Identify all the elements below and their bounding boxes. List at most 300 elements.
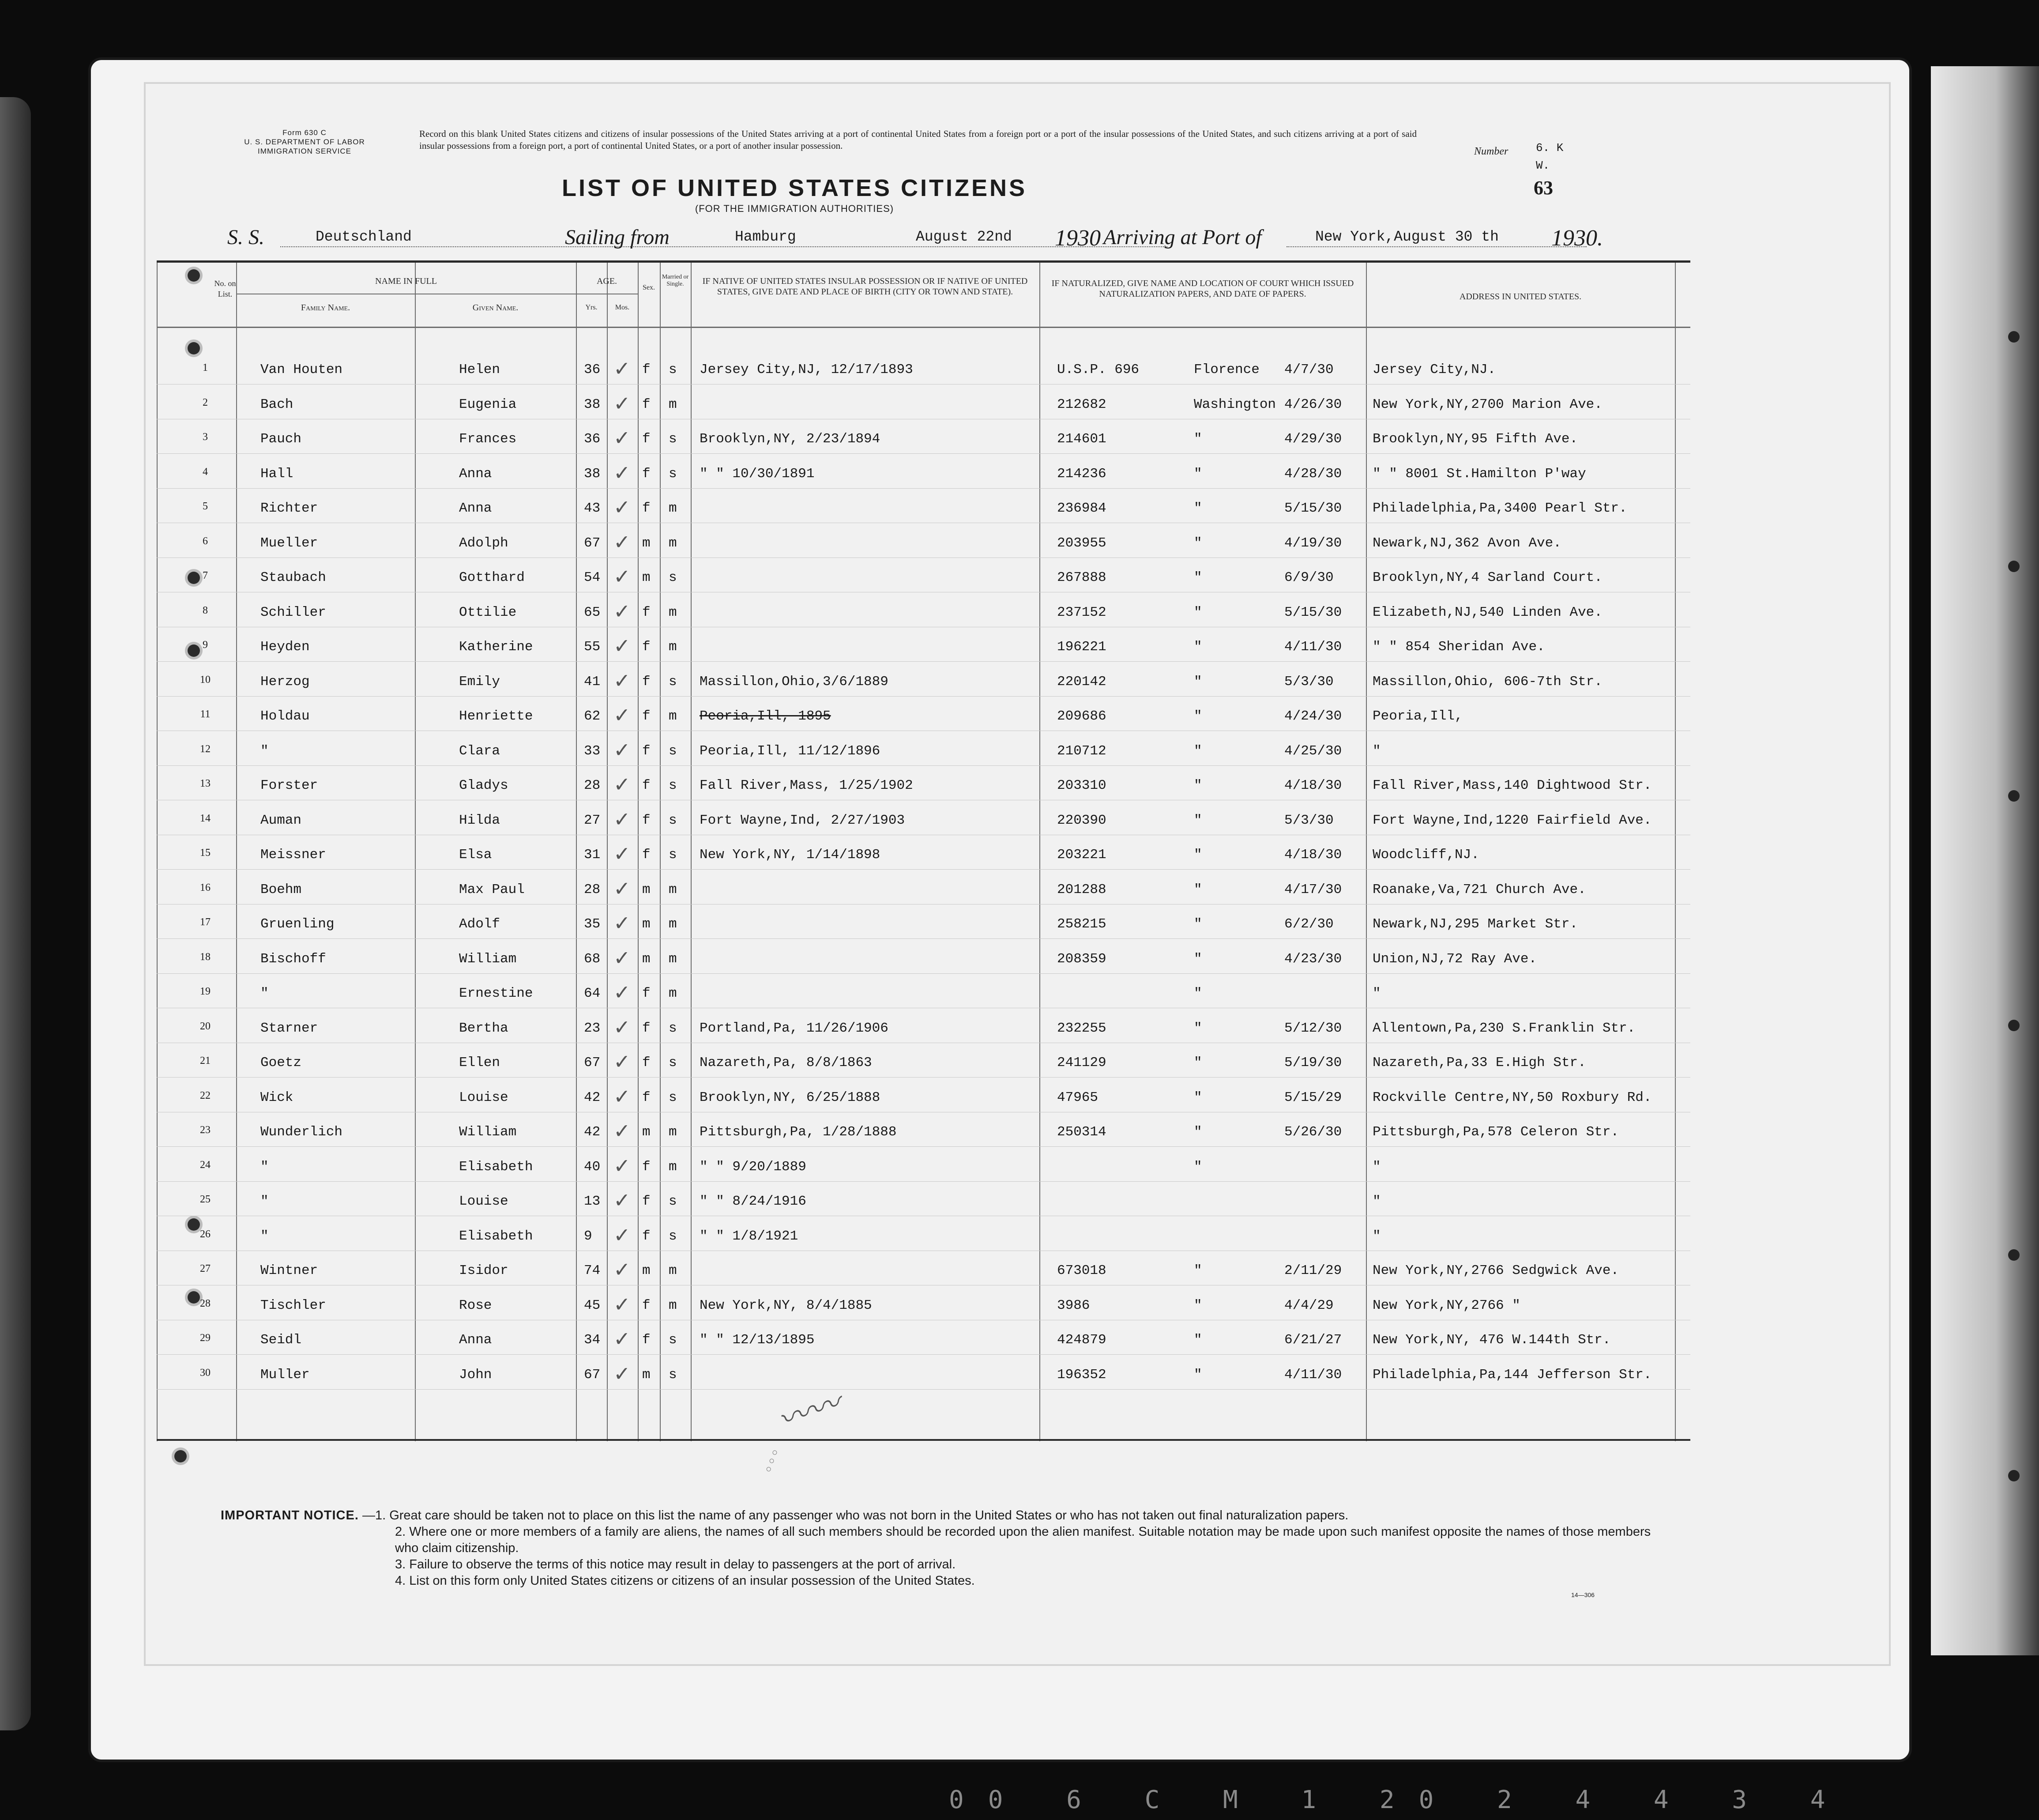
cell-address: " <box>1373 743 1381 759</box>
cell-family: Bach <box>260 396 293 412</box>
check-mark-icon: ✓ <box>613 1084 631 1108</box>
cell-court: " <box>1194 916 1202 932</box>
cell-sex: m <box>642 1367 651 1383</box>
cell-birth: New York,NY, 1/14/1898 <box>700 847 880 863</box>
cell-yrs: 67 <box>584 1055 601 1070</box>
number-label: Number <box>1474 146 1509 157</box>
cell-court: " <box>1194 466 1202 482</box>
cell-no: 15 <box>200 847 211 859</box>
port-to: New York,August 30 th <box>1315 229 1499 245</box>
cell-family: Hall <box>260 466 293 482</box>
cell-address: " <box>1373 1159 1381 1175</box>
cell-no: 13 <box>200 778 211 789</box>
cell-no: 21 <box>200 1055 211 1066</box>
check-mark-icon: ✓ <box>613 772 631 796</box>
cell-yrs: 55 <box>584 639 601 655</box>
cell-date: 5/15/30 <box>1284 501 1342 516</box>
cell-cert: 47965 <box>1057 1089 1099 1105</box>
cell-court: " <box>1194 639 1202 655</box>
cell-no: 29 <box>200 1332 211 1344</box>
cell-sex: m <box>642 882 651 897</box>
cell-no: 28 <box>200 1297 211 1309</box>
cell-date: 4/11/30 <box>1284 1367 1342 1383</box>
cell-yrs: 65 <box>584 604 601 620</box>
cell-no: 11 <box>200 708 211 720</box>
cell-family: Mueller <box>260 535 318 551</box>
sailing-year: 1930 <box>1055 226 1101 251</box>
cell-address: New York,NY,2700 Marion Ave. <box>1373 396 1603 412</box>
cell-given: Gotthard <box>459 570 525 585</box>
cell-ms: s <box>669 1194 677 1209</box>
cell-yrs: 68 <box>584 951 601 967</box>
cell-given: Louise <box>459 1089 508 1105</box>
cell-yrs: 64 <box>584 986 601 1001</box>
row-rule <box>157 1146 1690 1147</box>
cell-yrs: 9 <box>584 1228 592 1244</box>
cell-sex: f <box>642 1020 651 1036</box>
cell-ms: s <box>669 1055 677 1070</box>
cell-ms: s <box>669 570 677 585</box>
cell-given: Max Paul <box>459 882 525 897</box>
cell-ms: m <box>669 708 677 724</box>
row-rule <box>157 488 1690 489</box>
ss-label: S. S. <box>227 226 264 249</box>
cell-family: Tischler <box>260 1297 326 1313</box>
check-mark-icon: ✓ <box>613 391 631 415</box>
page-subtitle: (FOR THE IMMIGRATION AUTHORITIES) <box>695 203 894 214</box>
cell-yrs: 42 <box>584 1089 601 1105</box>
sailing-date: August 22nd <box>916 229 1012 245</box>
row-rule <box>157 1389 1690 1390</box>
cell-family: Holdau <box>260 708 310 724</box>
cell-address: Newark,NJ,362 Avon Ave. <box>1373 535 1561 551</box>
cell-date: 5/15/29 <box>1284 1089 1342 1105</box>
cell-family: Seidl <box>260 1332 302 1348</box>
cell-sex: f <box>642 1055 651 1070</box>
cell-yrs: 36 <box>584 362 601 377</box>
cell-no: 5 <box>203 501 208 512</box>
header-sex: Sex. <box>643 284 655 291</box>
cell-family: Bischoff <box>260 951 326 967</box>
cell-court: " <box>1194 1055 1202 1070</box>
notice-heading: IMPORTANT NOTICE. <box>221 1508 359 1522</box>
cell-court: " <box>1194 1297 1202 1313</box>
check-mark-icon: ✓ <box>613 1258 631 1281</box>
cell-yrs: 13 <box>584 1194 601 1209</box>
cell-date: 5/26/30 <box>1284 1124 1342 1140</box>
cell-family: Wick <box>260 1089 293 1105</box>
cell-no: 7 <box>203 570 208 581</box>
cell-family: Forster <box>260 778 318 793</box>
cell-yrs: 23 <box>584 1020 601 1036</box>
cell-yrs: 38 <box>584 396 601 412</box>
cell-no: 27 <box>200 1263 211 1274</box>
cell-yrs: 38 <box>584 466 601 482</box>
scan-edge-left <box>0 97 31 1730</box>
cell-ms: s <box>669 1228 677 1244</box>
header-birth: IF NATIVE OF UNITED STATES INSULAR POSSESSION OR IF NATIVE OF UNITED STATES, GIVE DATE AND PLACE OF BIRTH (CITY OR TOWN AND STATE). <box>702 276 1028 297</box>
check-mark-icon: ✓ <box>613 1119 631 1143</box>
cell-ms: s <box>669 1020 677 1036</box>
cell-no: 23 <box>200 1124 211 1136</box>
cell-ms: s <box>669 362 677 377</box>
check-mark-icon: ✓ <box>613 599 631 623</box>
cell-given: Adolf <box>459 916 500 932</box>
header-married: Married or Single. <box>662 274 689 287</box>
cell-date: 5/3/30 <box>1284 674 1334 690</box>
cell-family: " <box>260 1194 269 1209</box>
cell-no: 22 <box>200 1089 211 1101</box>
cell-court: " <box>1194 1367 1202 1383</box>
voyage-line <box>227 225 1640 252</box>
row-rule <box>157 973 1690 974</box>
cell-date: 4/26/30 <box>1284 396 1342 412</box>
cell-sex: f <box>642 431 651 447</box>
cell-family: Van Houten <box>260 362 343 377</box>
manifest-table <box>157 260 1690 1441</box>
cell-cert: 258215 <box>1057 916 1106 932</box>
cell-no: 26 <box>200 1228 211 1240</box>
cell-family: Wunderlich <box>260 1124 343 1140</box>
col-rule <box>415 263 416 1441</box>
col-rule <box>1675 263 1676 1441</box>
cell-given: Ottilie <box>459 604 517 620</box>
cell-yrs: 35 <box>584 916 601 932</box>
important-notice <box>221 1507 1677 1589</box>
cell-court: " <box>1194 535 1202 551</box>
cell-address: Woodcliff,NJ. <box>1373 847 1479 863</box>
cell-no: 25 <box>200 1194 211 1205</box>
cell-birth: Fall River,Mass, 1/25/1902 <box>700 778 913 793</box>
cell-address: " <box>1373 1194 1381 1209</box>
cell-birth: Peoria,Ill, 11/12/1896 <box>700 743 880 759</box>
cell-ms: m <box>669 501 677 516</box>
col-rule <box>576 263 577 1441</box>
cell-given: Elisabeth <box>459 1228 533 1244</box>
list-number <box>1474 137 1606 212</box>
cell-address: New York,NY, 476 W.144th Str. <box>1373 1332 1611 1348</box>
row-rule <box>157 696 1690 697</box>
cell-court: " <box>1194 604 1202 620</box>
cell-court: " <box>1194 570 1202 585</box>
cell-ms: s <box>669 1332 677 1348</box>
cell-date: 5/15/30 <box>1284 604 1342 620</box>
cell-given: Anna <box>459 466 492 482</box>
cell-address: Brooklyn,NY,4 Sarland Court. <box>1373 570 1603 585</box>
check-mark-icon: ✓ <box>613 1050 631 1074</box>
cell-cert: 250314 <box>1057 1124 1106 1140</box>
cell-no: 9 <box>203 639 208 651</box>
cell-yrs: 27 <box>584 812 601 828</box>
notice-item-1: —1. Great care should be taken not to place on this list the name of any passenger who was not born in the United States or who has not taken out final naturalization papers. <box>362 1508 1349 1522</box>
col-rule <box>660 263 661 1441</box>
cell-court: " <box>1194 986 1202 1001</box>
cell-birth: Nazareth,Pa, 8/8/1863 <box>700 1055 872 1070</box>
row-rule <box>157 869 1690 870</box>
cell-cert: 196352 <box>1057 1367 1106 1383</box>
cell-address: Brooklyn,NY,95 Fifth Ave. <box>1373 431 1578 447</box>
cell-ms: s <box>669 674 677 690</box>
cell-sex: m <box>642 535 651 551</box>
cell-birth: Portland,Pa, 11/26/1906 <box>700 1020 888 1036</box>
cell-ms: s <box>669 1367 677 1383</box>
cell-cert: 236984 <box>1057 501 1106 516</box>
cell-cert: 214601 <box>1057 431 1106 447</box>
film-strip-code: 00 6 C M 1 20 2 4 4 3 4 <box>949 1786 1850 1814</box>
col-rule <box>691 263 692 1441</box>
cell-given: Bertha <box>459 1020 508 1036</box>
cell-yrs: 54 <box>584 570 601 585</box>
cell-no: 2 <box>203 396 208 408</box>
check-mark-icon: ✓ <box>613 426 631 450</box>
cell-ms: m <box>669 1263 677 1278</box>
cell-cert: U.S.P. 696 <box>1057 362 1140 377</box>
cell-no: 14 <box>200 812 211 824</box>
cell-yrs: 36 <box>584 431 601 447</box>
cell-date: 5/19/30 <box>1284 1055 1342 1070</box>
cell-yrs: 62 <box>584 708 601 724</box>
cell-sex: f <box>642 743 651 759</box>
cell-birth: " " 9/20/1889 <box>700 1159 806 1175</box>
cell-date: 2/11/29 <box>1284 1263 1342 1278</box>
cell-birth: Brooklyn,NY, 2/23/1894 <box>700 431 880 447</box>
cell-address: " <box>1373 1228 1381 1244</box>
row-rule <box>157 938 1690 939</box>
cell-given: Elsa <box>459 847 492 863</box>
cell-no: 19 <box>200 986 211 997</box>
cell-court: " <box>1194 847 1202 863</box>
cell-court: " <box>1194 501 1202 516</box>
cell-ms: m <box>669 882 677 897</box>
cell-date: 4/7/30 <box>1284 362 1334 377</box>
cell-ms: s <box>669 743 677 759</box>
cell-given: Isidor <box>459 1263 508 1278</box>
cell-court: " <box>1194 1124 1202 1140</box>
cell-date: 4/18/30 <box>1284 847 1342 863</box>
cell-birth: Brooklyn,NY, 6/25/1888 <box>700 1089 880 1105</box>
cell-address: Fall River,Mass,140 Dightwood Str. <box>1373 778 1652 793</box>
cell-date: 5/3/30 <box>1284 812 1334 828</box>
cell-court: " <box>1194 1263 1202 1278</box>
cell-sex: f <box>642 604 651 620</box>
cell-no: 16 <box>200 882 211 893</box>
col-rule <box>1366 263 1367 1441</box>
cell-cert: 267888 <box>1057 570 1106 585</box>
check-mark-icon: ✓ <box>613 738 631 762</box>
form-instructions: Record on this blank United States citizens and citizens of insular possessions of the United States arriving at a port of continental United States from a foreign port or a port of the insular possessions of the United States, and such citizens arriving at a port of said insular possessions from a foreign port, a port of continental United States, or a port of another insular possession. <box>419 128 1417 151</box>
cell-yrs: 40 <box>584 1159 601 1175</box>
cell-sex: f <box>642 501 651 516</box>
cell-ms: s <box>669 847 677 863</box>
cell-yrs: 33 <box>584 743 601 759</box>
cell-cert: 203310 <box>1057 778 1106 793</box>
cell-family: Wintner <box>260 1263 318 1278</box>
ship-name: Deutschland <box>316 229 412 245</box>
col-rule <box>607 263 608 1441</box>
check-mark-icon: ✓ <box>613 807 631 831</box>
department: U. S. DEPARTMENT OF LABOR <box>244 138 365 146</box>
arrival-year: 1930. <box>1551 226 1603 251</box>
cell-cert: 214236 <box>1057 466 1106 482</box>
cell-sex: m <box>642 951 651 967</box>
check-mark-icon: ✓ <box>613 1015 631 1039</box>
cell-date: 4/24/30 <box>1284 708 1342 724</box>
fill-rule <box>1287 246 1587 247</box>
check-mark-icon: ✓ <box>613 634 631 658</box>
page-title: LIST OF UNITED STATES CITIZENS <box>562 175 1027 201</box>
cell-given: Emily <box>459 674 500 690</box>
cell-date: 6/21/27 <box>1284 1332 1342 1348</box>
cell-no: 4 <box>203 466 208 478</box>
cell-yrs: 42 <box>584 1124 601 1140</box>
check-mark-icon: ✓ <box>613 1327 631 1351</box>
cell-no: 8 <box>203 604 208 616</box>
check-mark-icon: ✓ <box>613 460 631 485</box>
cell-birth: Fort Wayne,Ind, 2/27/1903 <box>700 812 905 828</box>
cell-address: New York,NY,2766 Sedgwick Ave. <box>1373 1263 1619 1278</box>
check-mark-icon: ✓ <box>613 842 631 866</box>
cell-no: 17 <box>200 916 211 928</box>
cell-court: " <box>1194 1020 1202 1036</box>
cell-ms: s <box>669 812 677 828</box>
cell-ms: s <box>669 466 677 482</box>
cell-court: " <box>1194 1159 1202 1175</box>
cell-yrs: 74 <box>584 1263 601 1278</box>
cell-birth: " " 8/24/1916 <box>700 1194 806 1209</box>
cell-court: " <box>1194 778 1202 793</box>
cell-family: Staubach <box>260 570 326 585</box>
port-from: Hamburg <box>735 229 796 245</box>
cell-family: Richter <box>260 501 318 516</box>
adjacent-page-holes <box>2008 331 2026 1479</box>
cell-address: Union,NJ,72 Ray Ave. <box>1373 951 1537 967</box>
cell-birth: " " 12/13/1895 <box>700 1332 815 1348</box>
cell-address: New York,NY,2766 " <box>1373 1297 1520 1313</box>
cell-ms: s <box>669 431 677 447</box>
cell-family: Gruenling <box>260 916 335 932</box>
cell-date: 4/17/30 <box>1284 882 1342 897</box>
cell-given: Helen <box>459 362 500 377</box>
cell-given: Henriette <box>459 708 533 724</box>
cell-given: Ellen <box>459 1055 500 1070</box>
cell-court: " <box>1194 1089 1202 1105</box>
footer-code: 14—306 <box>1571 1591 1595 1598</box>
cell-sex: f <box>642 639 651 655</box>
row-rule <box>157 1354 1690 1355</box>
cell-court: " <box>1194 674 1202 690</box>
check-mark-icon: ✓ <box>613 668 631 693</box>
cell-no: 18 <box>200 951 211 963</box>
cell-cert: 237152 <box>1057 604 1106 620</box>
cell-no: 10 <box>200 674 211 686</box>
cell-sex: f <box>642 986 651 1001</box>
cell-cert: 424879 <box>1057 1332 1106 1348</box>
cell-address: Newark,NJ,295 Market Str. <box>1373 916 1578 932</box>
cell-court: " <box>1194 743 1202 759</box>
cell-cert: 212682 <box>1057 396 1106 412</box>
check-mark-icon: ✓ <box>613 703 631 727</box>
col-rule <box>638 263 639 1441</box>
col-rule <box>1039 263 1040 1441</box>
cell-cert: 208359 <box>1057 951 1106 967</box>
cell-birth: Massillon,Ohio,3/6/1889 <box>700 674 888 690</box>
cell-cert: 209686 <box>1057 708 1106 724</box>
cell-court: " <box>1194 431 1202 447</box>
cell-family: Meissner <box>260 847 326 863</box>
cell-given: Gladys <box>459 778 508 793</box>
cell-given: William <box>459 1124 517 1140</box>
cell-given: Rose <box>459 1297 492 1313</box>
row-rule <box>157 765 1690 766</box>
sailing-label: Sailing from <box>565 226 670 249</box>
cell-given: Louise <box>459 1194 508 1209</box>
check-mark-icon: ✓ <box>613 911 631 935</box>
cell-ms: s <box>669 778 677 793</box>
col-rule <box>157 263 158 1441</box>
check-mark-icon: ✓ <box>613 1292 631 1316</box>
cell-given: John <box>459 1367 492 1383</box>
header-no: No. on List. <box>214 279 236 298</box>
form-number: Form 630 C <box>282 128 327 137</box>
cell-address: Philadelphia,Pa,144 Jefferson Str. <box>1373 1367 1652 1383</box>
cell-yrs: 67 <box>584 535 601 551</box>
number-line-3: 63 <box>1534 177 1553 199</box>
cell-no: 20 <box>200 1020 211 1032</box>
header-naturalized: IF NATURALIZED, GIVE NAME AND LOCATION OF COURT WHICH ISSUED NATURALIZATION PAPERS, AND DATE OF PAPERS. <box>1051 279 1354 299</box>
service: IMMIGRATION SERVICE <box>257 147 351 155</box>
cell-sex: f <box>642 1228 651 1244</box>
row-rule <box>157 453 1690 454</box>
cell-ms: m <box>669 1124 677 1140</box>
cell-ms: m <box>669 1297 677 1313</box>
cell-sex: f <box>642 778 651 793</box>
cell-sex: f <box>642 362 651 377</box>
cell-address: Fort Wayne,Ind,1220 Fairfield Ave. <box>1373 812 1652 828</box>
header-mos: Mos. <box>615 304 630 311</box>
cell-sex: m <box>642 570 651 585</box>
cell-cert: 201288 <box>1057 882 1106 897</box>
check-mark-icon: ✓ <box>613 1223 631 1247</box>
cell-sex: f <box>642 674 651 690</box>
cell-given: Katherine <box>459 639 533 655</box>
cell-cert: 210712 <box>1057 743 1106 759</box>
cell-cert: 203221 <box>1057 847 1106 863</box>
cell-given: Clara <box>459 743 500 759</box>
cell-no: 30 <box>200 1367 211 1379</box>
cell-sex: f <box>642 1159 651 1175</box>
check-mark-icon: ✓ <box>613 1188 631 1212</box>
cell-family: Muller <box>260 1367 310 1383</box>
cell-sex: f <box>642 847 651 863</box>
cell-ms: m <box>669 1159 677 1175</box>
cell-yrs: 28 <box>584 882 601 897</box>
cell-date: 4/4/29 <box>1284 1297 1334 1313</box>
number-line-1: 6. K <box>1536 141 1564 154</box>
cell-court: " <box>1194 882 1202 897</box>
header-address: ADDRESS IN UNITED STATES. <box>1459 292 1582 301</box>
check-mark-icon: ✓ <box>613 1153 631 1178</box>
cell-birth: Pittsburgh,Pa, 1/28/1888 <box>700 1124 897 1140</box>
cell-birth: " " 10/30/1891 <box>700 466 815 482</box>
cell-no: 6 <box>203 535 208 547</box>
row-rule <box>157 661 1690 662</box>
cell-address: Peoria,Ill, <box>1373 708 1463 724</box>
cell-cert: 673018 <box>1057 1263 1106 1278</box>
check-mark-icon: ✓ <box>613 530 631 554</box>
cell-cert: 241129 <box>1057 1055 1106 1070</box>
header-family: Family Name. <box>301 303 350 313</box>
cell-ms: m <box>669 396 677 412</box>
